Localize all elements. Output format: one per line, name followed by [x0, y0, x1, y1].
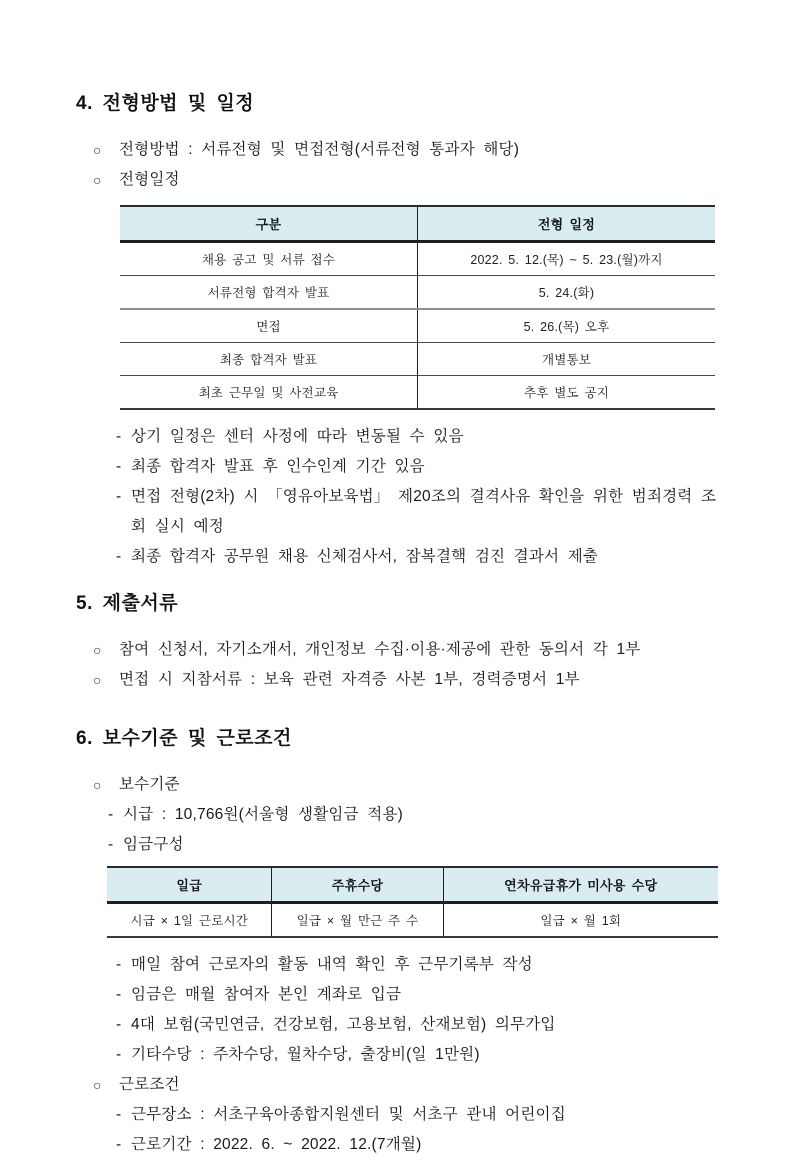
schedule-header-category: 구분 — [120, 206, 418, 242]
wage-cell: 시급 × 1일 근로시간 — [130, 914, 249, 928]
schedule-header-date: 전형 일정 — [418, 206, 716, 242]
dash-bullet-icon: - — [108, 836, 114, 853]
list-item-selection-schedule — [93, 165, 723, 195]
section-4-heading: 4. 전형방법 및 일정 — [76, 93, 255, 114]
circle-bullet-icon: ○ — [93, 172, 102, 188]
section-6-heading: 6. 보수기준 및 근로조건 — [76, 728, 292, 749]
circle-bullet-icon: ○ — [93, 642, 102, 658]
note-text: 임금은 매월 참여자 본인 계좌로 입금 — [131, 986, 402, 1003]
list-item-documents — [93, 635, 723, 665]
circle-bullet-icon: ○ — [93, 777, 102, 793]
dash-bullet-icon: - — [116, 488, 122, 505]
schedule-note — [116, 542, 723, 572]
section-submission-documents — [76, 588, 723, 695]
note-text: 최종 합격자 발표 후 인수인계 기간 있음 — [131, 458, 425, 475]
section-5-heading: 5. 제출서류 — [76, 593, 179, 614]
dash-bullet-icon: - — [116, 428, 122, 445]
schedule-note — [116, 482, 723, 542]
note-text: 기타수당 : 주차수당, 월차수당, 출장비(일 1만원) — [131, 1046, 480, 1063]
wage-header-daily: 일급 — [107, 867, 272, 903]
pay-item-text: 임금구성 — [123, 836, 184, 853]
schedule-cell: 최초 근무일 및 사전교육 — [120, 376, 418, 410]
circle-bullet-icon: ○ — [93, 142, 102, 158]
group-work-conditions — [93, 1070, 723, 1100]
section-pay-and-conditions — [76, 723, 723, 1160]
dash-bullet-icon: - — [116, 1046, 122, 1063]
schedule-table — [120, 205, 715, 410]
wage-header-weekly-holiday: 주휴수당 — [272, 867, 443, 903]
circle-bullet-icon: ○ — [93, 1077, 102, 1093]
list-item-text: 참여 신청서, 자기소개서, 개인정보 수집·이용·제공에 관한 동의서 각 1부 — [119, 641, 641, 658]
group-label: 근로조건 — [119, 1076, 180, 1093]
circle-bullet-icon: ○ — [93, 672, 102, 688]
schedule-row — [120, 242, 715, 276]
schedule-row — [120, 376, 715, 410]
schedule-cell: 채용 공고 및 서류 접수 — [201, 253, 336, 267]
section-selection-method — [76, 88, 723, 572]
work-item-location — [116, 1100, 723, 1130]
schedule-cell: 추후 별도 공지 — [418, 376, 716, 410]
note-text: 면접 전형(2차) 시 「영유아보육법」 제20조의 결격사유 확인을 위한 범죄경력 조회 실시 예정 — [131, 488, 717, 535]
schedule-note — [116, 452, 723, 482]
list-item-text: 전형방법 : 서류전형 및 면접전형(서류전형 통과자 해당) — [119, 141, 520, 158]
dash-bullet-icon: - — [116, 458, 122, 475]
pay-note — [116, 980, 723, 1010]
pay-note — [116, 1040, 723, 1070]
work-item-text: 근로기간 : 2022. 6. ~ 2022. 12.(7개월) — [131, 1136, 422, 1153]
dash-bullet-icon: - — [108, 806, 114, 823]
note-text: 4대 보험(국민연금, 건강보험, 고용보험, 산재보험) 의무가입 — [131, 1016, 556, 1033]
schedule-row — [120, 343, 715, 376]
list-item-text: 면접 시 지참서류 : 보육 관련 자격증 사본 1부, 경력증명서 1부 — [119, 671, 580, 688]
note-text: 매일 참여 근로자의 활동 내역 확인 후 근무기록부 작성 — [131, 956, 533, 973]
note-text: 최종 합격자 공무원 채용 신체검사서, 잠복결핵 검진 결과서 제출 — [131, 548, 599, 565]
group-label: 보수기준 — [119, 776, 180, 793]
dash-bullet-icon: - — [116, 548, 122, 565]
dash-bullet-icon: - — [116, 956, 122, 973]
schedule-cell: 2022. 5. 12.(목) ~ 5. 23.(월)까지 — [418, 242, 716, 276]
schedule-cell: 서류전형 합격자 발표 — [120, 276, 418, 310]
work-item-text: 근무장소 : 서초구육아종합지원센터 및 서초구 관내 어린이집 — [131, 1106, 566, 1123]
work-item-period — [116, 1130, 723, 1160]
wage-header-unused-leave: 연차유급휴가 미사용 수당 — [443, 867, 718, 903]
list-item-interview-documents — [93, 665, 723, 695]
dash-bullet-icon: - — [116, 986, 122, 1003]
wage-row — [107, 903, 718, 938]
pay-note — [116, 1010, 723, 1040]
schedule-note — [116, 422, 723, 452]
list-item-text: 전형일정 — [119, 171, 180, 188]
schedule-cell: 5. 24.(화) — [418, 276, 716, 310]
pay-note — [116, 950, 723, 980]
wage-table — [107, 866, 718, 938]
schedule-cell: 최종 합격자 발표 — [120, 343, 418, 376]
schedule-cell: 면접 — [120, 309, 418, 343]
schedule-cell: 개별통보 — [418, 343, 716, 376]
schedule-row — [120, 309, 715, 343]
note-text: 상기 일정은 센터 사정에 따라 변동될 수 있음 — [131, 428, 464, 445]
group-pay-standard — [93, 770, 723, 800]
wage-cell: 일급 × 월 1회 — [443, 903, 718, 938]
pay-item-wage-composition — [108, 830, 723, 860]
dash-bullet-icon: - — [116, 1136, 122, 1153]
schedule-cell: 5. 26.(목) 오후 — [418, 309, 716, 343]
dash-bullet-icon: - — [116, 1016, 122, 1033]
schedule-row — [120, 276, 715, 310]
wage-table-header-row — [107, 867, 718, 903]
list-item-selection-method — [93, 135, 723, 165]
wage-cell: 일급 × 월 만근 주 수 — [272, 903, 443, 938]
pay-item-hourly-wage — [108, 800, 723, 830]
schedule-table-header-row — [120, 206, 715, 242]
pay-item-text: 시급 : 10,766원(서울형 생활임금 적용) — [123, 806, 403, 823]
dash-bullet-icon: - — [116, 1106, 122, 1123]
